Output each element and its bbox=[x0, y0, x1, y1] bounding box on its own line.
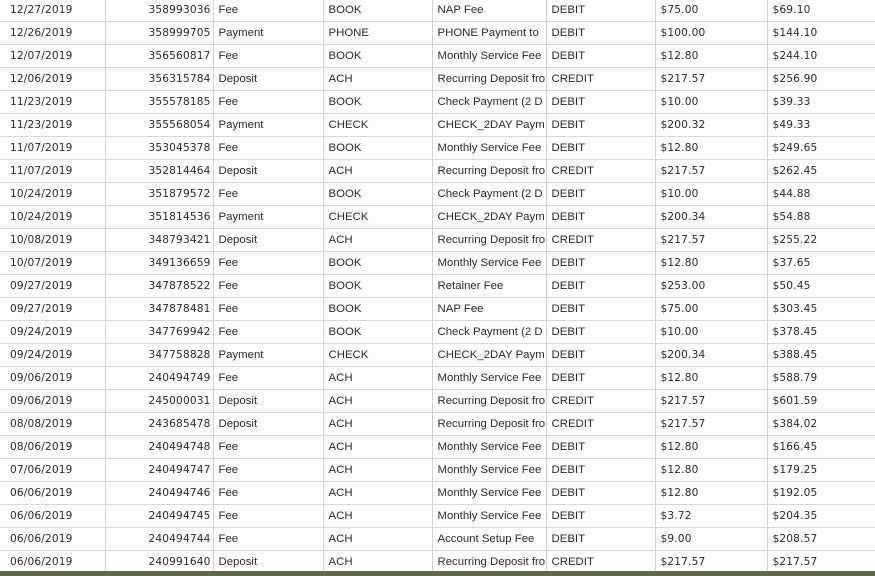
date-cell[interactable]: 06/06/2019 bbox=[0, 551, 105, 574]
balance-cell[interactable]: $244.10 bbox=[767, 45, 875, 68]
description-cell[interactable]: Check Payment (2 D bbox=[432, 91, 546, 114]
balance-cell[interactable]: $255.22 bbox=[767, 229, 875, 252]
balance-cell[interactable]: $166.45 bbox=[767, 436, 875, 459]
direction-cell[interactable]: DEBIT bbox=[546, 91, 655, 114]
method-cell[interactable]: ACH bbox=[323, 528, 432, 551]
type-cell[interactable]: Fee bbox=[213, 505, 323, 528]
transaction-id-cell[interactable]: 347769942 bbox=[105, 321, 213, 344]
date-cell[interactable]: 10/07/2019 bbox=[0, 252, 105, 275]
type-cell[interactable]: Fee bbox=[213, 0, 323, 22]
date-cell[interactable]: 09/06/2019 bbox=[0, 367, 105, 390]
balance-cell[interactable]: $204.35 bbox=[767, 505, 875, 528]
balance-cell[interactable]: $144.10 bbox=[767, 22, 875, 45]
balance-cell[interactable]: $44.88 bbox=[767, 183, 875, 206]
balance-cell[interactable]: $50.45 bbox=[767, 275, 875, 298]
amount-cell[interactable]: $9.00 bbox=[655, 528, 767, 551]
balance-cell[interactable]: $303.45 bbox=[767, 298, 875, 321]
direction-cell[interactable]: CREDIT bbox=[546, 390, 655, 413]
transaction-id-cell[interactable]: 240494747 bbox=[105, 459, 213, 482]
date-cell[interactable]: 11/07/2019 bbox=[0, 137, 105, 160]
method-cell[interactable]: ACH bbox=[323, 505, 432, 528]
balance-cell[interactable]: $208.57 bbox=[767, 528, 875, 551]
table-row[interactable] bbox=[0, 390, 875, 413]
amount-cell[interactable]: $10.00 bbox=[655, 321, 767, 344]
table-row[interactable] bbox=[0, 229, 875, 252]
balance-cell[interactable]: $249.65 bbox=[767, 137, 875, 160]
amount-cell[interactable]: $12.80 bbox=[655, 459, 767, 482]
table-row[interactable] bbox=[0, 114, 875, 137]
description-cell[interactable]: Recurring Deposit fro bbox=[432, 390, 546, 413]
table-row[interactable] bbox=[0, 344, 875, 367]
table-row[interactable] bbox=[0, 22, 875, 45]
table-row[interactable] bbox=[0, 206, 875, 229]
date-cell[interactable]: 06/06/2019 bbox=[0, 482, 105, 505]
balance-cell[interactable]: $588.79 bbox=[767, 367, 875, 390]
type-cell[interactable]: Fee bbox=[213, 459, 323, 482]
amount-cell[interactable]: $12.80 bbox=[655, 436, 767, 459]
balance-cell[interactable]: $388.45 bbox=[767, 344, 875, 367]
direction-cell[interactable]: DEBIT bbox=[546, 206, 655, 229]
date-cell[interactable]: 09/24/2019 bbox=[0, 321, 105, 344]
date-cell[interactable]: 12/26/2019 bbox=[0, 22, 105, 45]
description-cell[interactable]: Retainer Fee bbox=[432, 275, 546, 298]
date-cell[interactable]: 11/23/2019 bbox=[0, 91, 105, 114]
description-cell[interactable]: PHONE Payment to bbox=[432, 22, 546, 45]
amount-cell[interactable]: $12.80 bbox=[655, 45, 767, 68]
transaction-id-cell[interactable]: 243685478 bbox=[105, 413, 213, 436]
table-row[interactable] bbox=[0, 183, 875, 206]
amount-cell[interactable]: $10.00 bbox=[655, 91, 767, 114]
table-row[interactable] bbox=[0, 91, 875, 114]
method-cell[interactable]: ACH bbox=[323, 68, 432, 91]
table-row[interactable] bbox=[0, 298, 875, 321]
transaction-id-cell[interactable]: 347758828 bbox=[105, 344, 213, 367]
amount-cell[interactable]: $217.57 bbox=[655, 413, 767, 436]
description-cell[interactable]: Monthly Service Fee bbox=[432, 436, 546, 459]
direction-cell[interactable]: CREDIT bbox=[546, 68, 655, 91]
method-cell[interactable]: ACH bbox=[323, 390, 432, 413]
amount-cell[interactable]: $217.57 bbox=[655, 160, 767, 183]
type-cell[interactable]: Fee bbox=[213, 183, 323, 206]
amount-cell[interactable]: $100.00 bbox=[655, 22, 767, 45]
amount-cell[interactable]: $10.00 bbox=[655, 183, 767, 206]
direction-cell[interactable]: DEBIT bbox=[546, 505, 655, 528]
table-row[interactable] bbox=[0, 45, 875, 68]
date-cell[interactable]: 07/06/2019 bbox=[0, 459, 105, 482]
table-row[interactable] bbox=[0, 321, 875, 344]
direction-cell[interactable]: CREDIT bbox=[546, 229, 655, 252]
direction-cell[interactable]: DEBIT bbox=[546, 252, 655, 275]
method-cell[interactable]: ACH bbox=[323, 436, 432, 459]
type-cell[interactable]: Payment bbox=[213, 344, 323, 367]
method-cell[interactable]: BOOK bbox=[323, 45, 432, 68]
table-row[interactable] bbox=[0, 413, 875, 436]
description-cell[interactable]: Monthly Service Fee bbox=[432, 137, 546, 160]
balance-cell[interactable]: $601.59 bbox=[767, 390, 875, 413]
balance-cell[interactable]: $217.57 bbox=[767, 551, 875, 574]
date-cell[interactable]: 11/23/2019 bbox=[0, 114, 105, 137]
table-row[interactable] bbox=[0, 459, 875, 482]
transaction-id-cell[interactable]: 356315784 bbox=[105, 68, 213, 91]
transaction-id-cell[interactable]: 240494748 bbox=[105, 436, 213, 459]
date-cell[interactable]: 09/27/2019 bbox=[0, 275, 105, 298]
description-cell[interactable]: NAP Fee bbox=[432, 0, 546, 22]
balance-cell[interactable]: $54.88 bbox=[767, 206, 875, 229]
transaction-id-cell[interactable]: 347878522 bbox=[105, 275, 213, 298]
date-cell[interactable]: 06/06/2019 bbox=[0, 505, 105, 528]
type-cell[interactable]: Fee bbox=[213, 252, 323, 275]
method-cell[interactable]: ACH bbox=[323, 367, 432, 390]
amount-cell[interactable]: $217.57 bbox=[655, 551, 767, 574]
type-cell[interactable]: Payment bbox=[213, 114, 323, 137]
transaction-id-cell[interactable]: 245000031 bbox=[105, 390, 213, 413]
transaction-id-cell[interactable]: 240991640 bbox=[105, 551, 213, 574]
transaction-id-cell[interactable]: 356560817 bbox=[105, 45, 213, 68]
direction-cell[interactable]: DEBIT bbox=[546, 436, 655, 459]
method-cell[interactable]: BOOK bbox=[323, 91, 432, 114]
amount-cell[interactable]: $75.00 bbox=[655, 298, 767, 321]
amount-cell[interactable]: $217.57 bbox=[655, 390, 767, 413]
direction-cell[interactable]: DEBIT bbox=[546, 482, 655, 505]
amount-cell[interactable]: $200.34 bbox=[655, 344, 767, 367]
amount-cell[interactable]: $12.80 bbox=[655, 252, 767, 275]
balance-cell[interactable]: $69.10 bbox=[767, 0, 875, 22]
direction-cell[interactable]: DEBIT bbox=[546, 183, 655, 206]
table-row[interactable] bbox=[0, 436, 875, 459]
method-cell[interactable]: BOOK bbox=[323, 321, 432, 344]
method-cell[interactable]: CHECK bbox=[323, 206, 432, 229]
description-cell[interactable]: CHECK_2DAY Paym bbox=[432, 206, 546, 229]
table-row[interactable] bbox=[0, 275, 875, 298]
direction-cell[interactable]: DEBIT bbox=[546, 459, 655, 482]
description-cell[interactable]: Monthly Service Fee bbox=[432, 482, 546, 505]
date-cell[interactable]: 06/06/2019 bbox=[0, 528, 105, 551]
transaction-id-cell[interactable]: 353045378 bbox=[105, 137, 213, 160]
balance-cell[interactable]: $378.45 bbox=[767, 321, 875, 344]
transaction-id-cell[interactable]: 348793421 bbox=[105, 229, 213, 252]
direction-cell[interactable]: CREDIT bbox=[546, 413, 655, 436]
table-row[interactable] bbox=[0, 551, 875, 574]
description-cell[interactable]: Monthly Service Fee bbox=[432, 252, 546, 275]
amount-cell[interactable]: $253.00 bbox=[655, 275, 767, 298]
balance-cell[interactable]: $39.33 bbox=[767, 91, 875, 114]
transaction-id-cell[interactable]: 355568054 bbox=[105, 114, 213, 137]
method-cell[interactable]: BOOK bbox=[323, 137, 432, 160]
table-row[interactable] bbox=[0, 252, 875, 275]
transaction-id-cell[interactable]: 349136659 bbox=[105, 252, 213, 275]
direction-cell[interactable]: DEBIT bbox=[546, 528, 655, 551]
method-cell[interactable]: BOOK bbox=[323, 298, 432, 321]
type-cell[interactable]: Payment bbox=[213, 206, 323, 229]
direction-cell[interactable]: DEBIT bbox=[546, 298, 655, 321]
transaction-id-cell[interactable]: 358993036 bbox=[105, 0, 213, 22]
method-cell[interactable]: ACH bbox=[323, 160, 432, 183]
date-cell[interactable]: 09/24/2019 bbox=[0, 344, 105, 367]
direction-cell[interactable]: DEBIT bbox=[546, 45, 655, 68]
table-row[interactable] bbox=[0, 482, 875, 505]
method-cell[interactable]: BOOK bbox=[323, 0, 432, 22]
transaction-id-cell[interactable]: 351879572 bbox=[105, 183, 213, 206]
transaction-id-cell[interactable]: 240494746 bbox=[105, 482, 213, 505]
description-cell[interactable]: Monthly Service Fee bbox=[432, 459, 546, 482]
balance-cell[interactable]: $192.05 bbox=[767, 482, 875, 505]
balance-cell[interactable]: $179.25 bbox=[767, 459, 875, 482]
balance-cell[interactable]: $256.90 bbox=[767, 68, 875, 91]
method-cell[interactable]: BOOK bbox=[323, 183, 432, 206]
method-cell[interactable]: ACH bbox=[323, 459, 432, 482]
method-cell[interactable]: ACH bbox=[323, 229, 432, 252]
direction-cell[interactable]: DEBIT bbox=[546, 114, 655, 137]
transaction-id-cell[interactable]: 240494745 bbox=[105, 505, 213, 528]
date-cell[interactable]: 12/06/2019 bbox=[0, 68, 105, 91]
method-cell[interactable]: ACH bbox=[323, 413, 432, 436]
direction-cell[interactable]: CREDIT bbox=[546, 551, 655, 574]
description-cell[interactable]: Recurring Deposit fro bbox=[432, 229, 546, 252]
amount-cell[interactable]: $200.34 bbox=[655, 206, 767, 229]
description-cell[interactable]: CHECK_2DAY Paym bbox=[432, 114, 546, 137]
description-cell[interactable]: Monthly Service Fee bbox=[432, 367, 546, 390]
date-cell[interactable]: 10/24/2019 bbox=[0, 183, 105, 206]
table-row[interactable] bbox=[0, 528, 875, 551]
method-cell[interactable]: BOOK bbox=[323, 275, 432, 298]
transaction-id-cell[interactable]: 351814536 bbox=[105, 206, 213, 229]
description-cell[interactable]: Check Payment (2 D bbox=[432, 321, 546, 344]
date-cell[interactable]: 08/06/2019 bbox=[0, 436, 105, 459]
description-cell[interactable]: NAP Fee bbox=[432, 298, 546, 321]
type-cell[interactable]: Fee bbox=[213, 137, 323, 160]
date-cell[interactable]: 11/07/2019 bbox=[0, 160, 105, 183]
direction-cell[interactable]: DEBIT bbox=[546, 22, 655, 45]
amount-cell[interactable]: $12.80 bbox=[655, 137, 767, 160]
table-row[interactable] bbox=[0, 367, 875, 390]
direction-cell[interactable]: DEBIT bbox=[546, 367, 655, 390]
balance-cell[interactable]: $49.33 bbox=[767, 114, 875, 137]
balance-cell[interactable]: $384.02 bbox=[767, 413, 875, 436]
type-cell[interactable]: Fee bbox=[213, 528, 323, 551]
type-cell[interactable]: Fee bbox=[213, 367, 323, 390]
description-cell[interactable]: Account Setup Fee bbox=[432, 528, 546, 551]
transaction-id-cell[interactable]: 355578185 bbox=[105, 91, 213, 114]
method-cell[interactable]: BOOK bbox=[323, 252, 432, 275]
method-cell[interactable]: ACH bbox=[323, 551, 432, 574]
description-cell[interactable]: Recurring Deposit fro bbox=[432, 68, 546, 91]
type-cell[interactable]: Fee bbox=[213, 45, 323, 68]
type-cell[interactable]: Deposit bbox=[213, 229, 323, 252]
amount-cell[interactable]: $200.32 bbox=[655, 114, 767, 137]
method-cell[interactable]: CHECK bbox=[323, 344, 432, 367]
description-cell[interactable]: Recurring Deposit fro bbox=[432, 413, 546, 436]
method-cell[interactable]: ACH bbox=[323, 482, 432, 505]
table-row[interactable] bbox=[0, 160, 875, 183]
transaction-id-cell[interactable]: 358999705 bbox=[105, 22, 213, 45]
direction-cell[interactable]: DEBIT bbox=[546, 275, 655, 298]
amount-cell[interactable]: $3.72 bbox=[655, 505, 767, 528]
description-cell[interactable]: Monthly Service Fee bbox=[432, 45, 546, 68]
date-cell[interactable]: 12/07/2019 bbox=[0, 45, 105, 68]
amount-cell[interactable]: $217.57 bbox=[655, 229, 767, 252]
table-row[interactable] bbox=[0, 68, 875, 91]
type-cell[interactable]: Fee bbox=[213, 436, 323, 459]
date-cell[interactable]: 09/27/2019 bbox=[0, 298, 105, 321]
amount-cell[interactable]: $12.80 bbox=[655, 367, 767, 390]
direction-cell[interactable]: DEBIT bbox=[546, 137, 655, 160]
table-row[interactable] bbox=[0, 137, 875, 160]
description-cell[interactable]: Check Payment (2 D bbox=[432, 183, 546, 206]
transaction-id-cell[interactable]: 240494744 bbox=[105, 528, 213, 551]
direction-cell[interactable]: DEBIT bbox=[546, 321, 655, 344]
table-row[interactable] bbox=[0, 505, 875, 528]
direction-cell[interactable]: DEBIT bbox=[546, 0, 655, 22]
type-cell[interactable]: Deposit bbox=[213, 390, 323, 413]
type-cell[interactable]: Payment bbox=[213, 22, 323, 45]
type-cell[interactable]: Fee bbox=[213, 482, 323, 505]
type-cell[interactable]: Fee bbox=[213, 298, 323, 321]
method-cell[interactable]: CHECK bbox=[323, 114, 432, 137]
description-cell[interactable]: Monthly Service Fee bbox=[432, 505, 546, 528]
direction-cell[interactable]: DEBIT bbox=[546, 344, 655, 367]
type-cell[interactable]: Deposit bbox=[213, 160, 323, 183]
transaction-id-cell[interactable]: 347878481 bbox=[105, 298, 213, 321]
type-cell[interactable]: Deposit bbox=[213, 68, 323, 91]
type-cell[interactable]: Fee bbox=[213, 275, 323, 298]
date-cell[interactable]: 10/24/2019 bbox=[0, 206, 105, 229]
description-cell[interactable]: Recurring Deposit fro bbox=[432, 551, 546, 574]
amount-cell[interactable]: $12.80 bbox=[655, 482, 767, 505]
date-cell[interactable]: 12/27/2019 bbox=[0, 0, 105, 22]
type-cell[interactable]: Fee bbox=[213, 321, 323, 344]
date-cell[interactable]: 10/08/2019 bbox=[0, 229, 105, 252]
direction-cell[interactable]: CREDIT bbox=[546, 160, 655, 183]
type-cell[interactable]: Deposit bbox=[213, 413, 323, 436]
type-cell[interactable]: Deposit bbox=[213, 551, 323, 574]
date-cell[interactable]: 08/08/2019 bbox=[0, 413, 105, 436]
type-cell[interactable]: Fee bbox=[213, 91, 323, 114]
table-row[interactable] bbox=[0, 0, 875, 22]
method-cell[interactable]: PHONE bbox=[323, 22, 432, 45]
transaction-id-cell[interactable]: 352814464 bbox=[105, 160, 213, 183]
date-cell[interactable]: 09/06/2019 bbox=[0, 390, 105, 413]
amount-cell[interactable]: $217.57 bbox=[655, 68, 767, 91]
description-cell[interactable]: CHECK_2DAY Paym bbox=[432, 344, 546, 367]
transaction-id-cell[interactable]: 240494749 bbox=[105, 367, 213, 390]
description-cell[interactable]: Recurring Deposit fro bbox=[432, 160, 546, 183]
amount-cell[interactable]: $75.00 bbox=[655, 0, 767, 22]
balance-cell[interactable]: $262.45 bbox=[767, 160, 875, 183]
balance-cell[interactable]: $37.65 bbox=[767, 252, 875, 275]
